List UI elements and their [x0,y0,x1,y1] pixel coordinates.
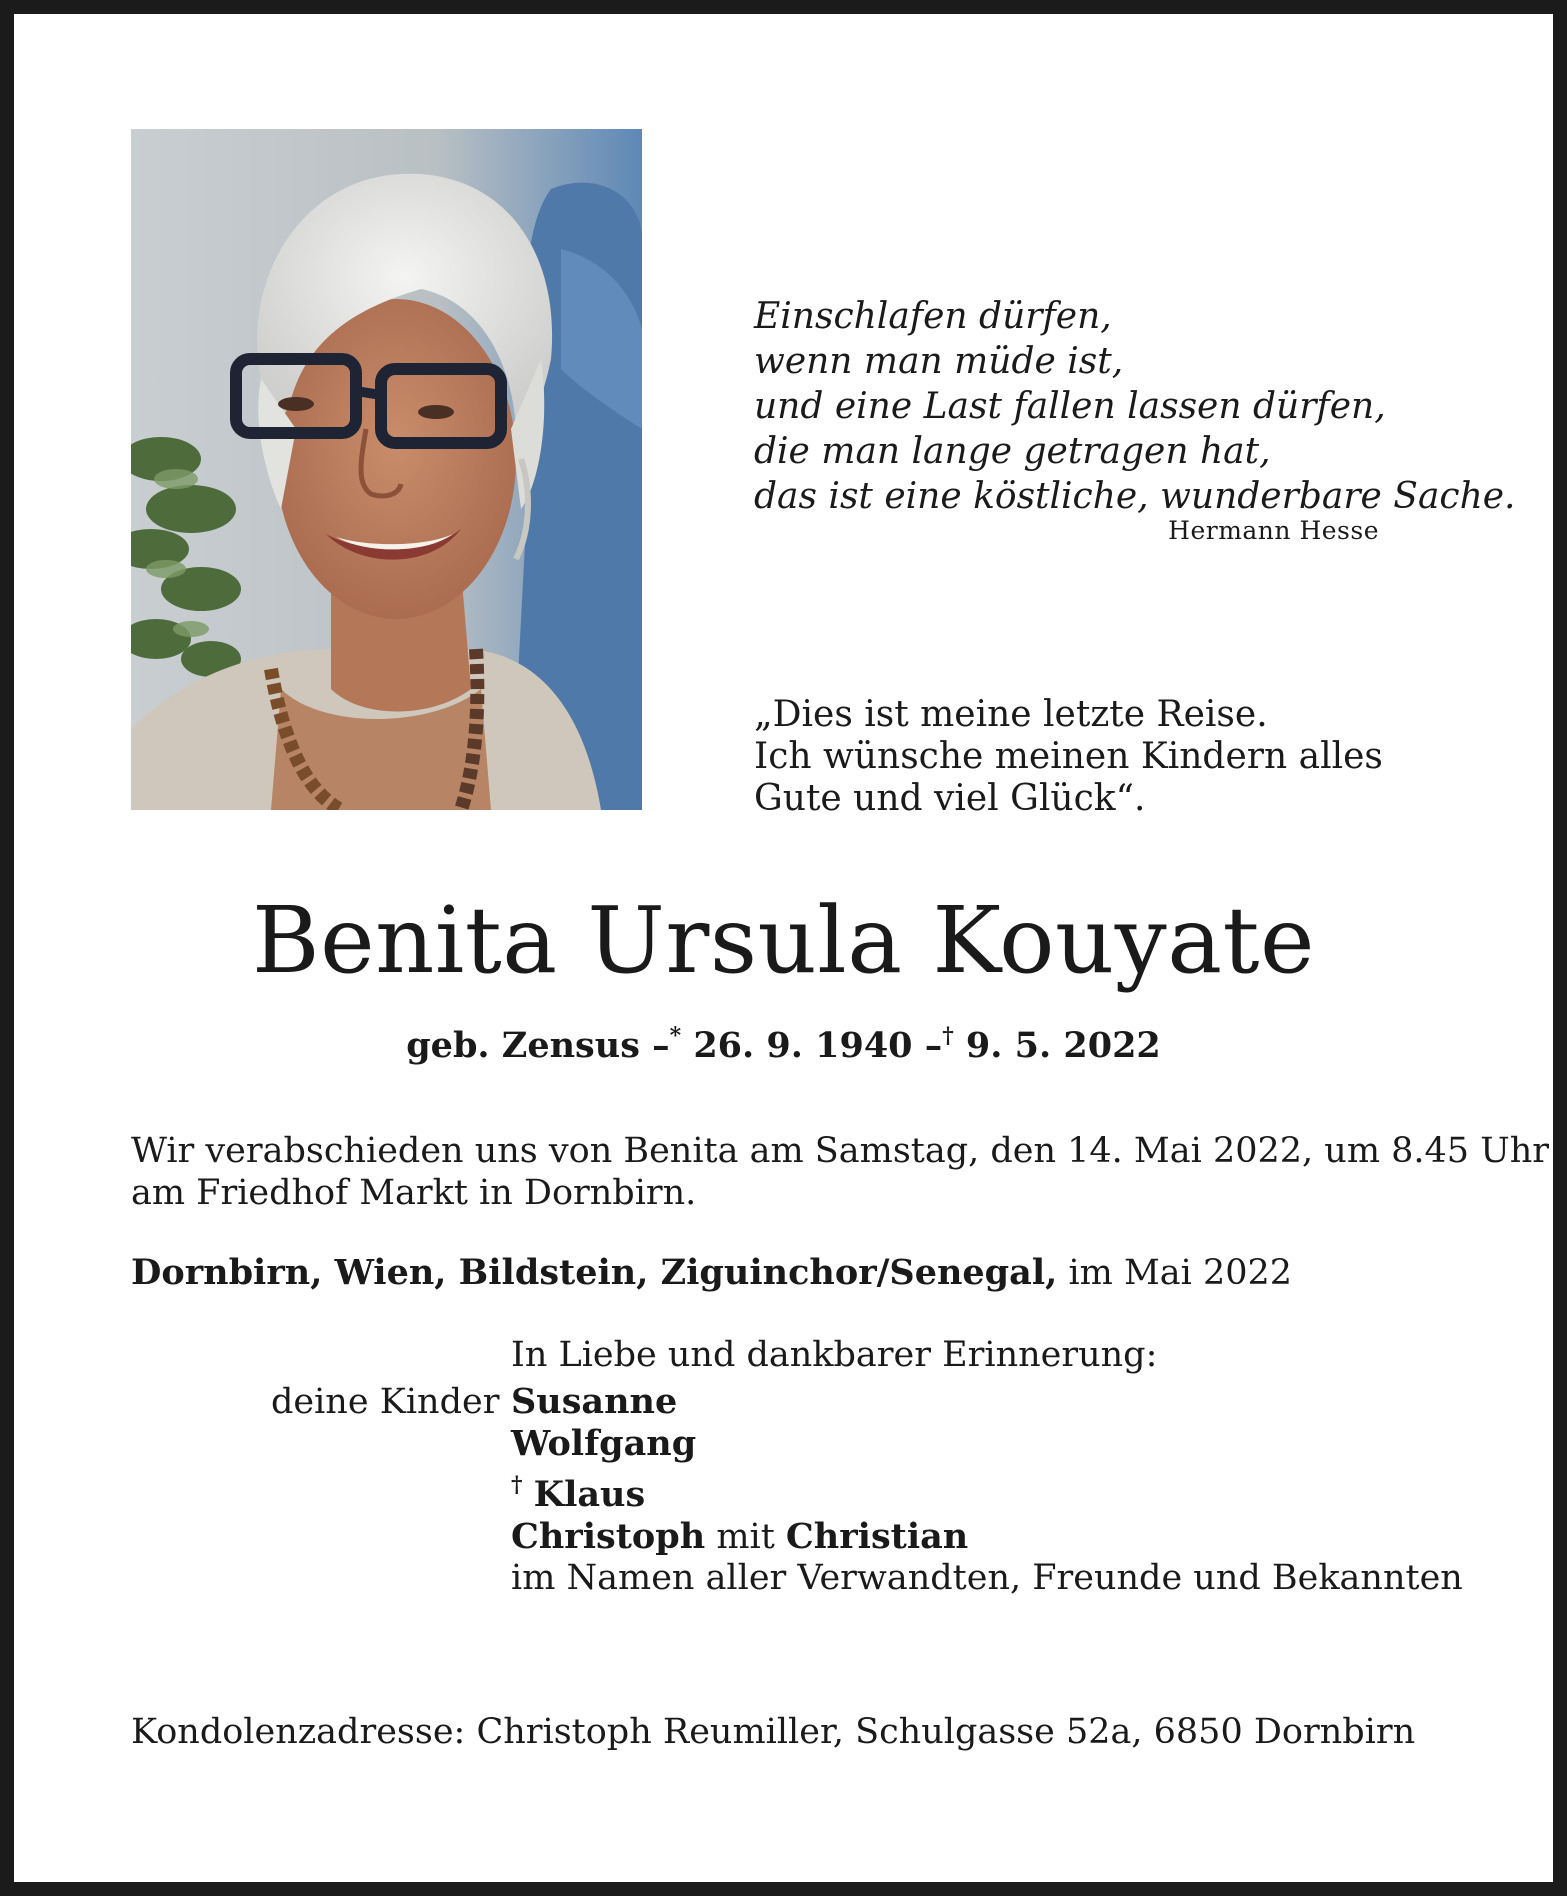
quote [754,694,1514,820]
separator: – [924,1025,943,1066]
birth-star-icon: * [669,1023,682,1049]
death-date: 9. 5. 2022 [965,1025,1161,1066]
children-list [511,1381,1463,1599]
places-names: Dornbirn, Wien, Bildstein, Ziguinchor/Senegal, [131,1252,1058,1293]
child-row [511,1423,1463,1465]
child-name: Wolfgang [511,1423,697,1464]
portrait-photo [131,129,642,810]
farewell-line: Wir verabschieden uns von Benita am Samstag, den 14. Mai 2022, um 8.45 Uhr [131,1131,1549,1171]
born-name: geb. Zensus [406,1025,640,1066]
cross-icon: † [511,1472,523,1498]
mourners-intro: In Liebe und dankbarer Erinnerung: [511,1335,1158,1375]
child-row [511,1516,1463,1558]
quote-line: „Dies ist meine letzte Reise. [754,694,1268,735]
birth-date: 26. 9. 1940 [693,1025,913,1066]
poem-line: das ist eine köstliche, wunderbare Sache. [754,476,1516,517]
places-date: im Mai 2022 [1068,1253,1293,1293]
quote-line: Ich wünsche meinen Kindern alles [754,736,1383,777]
death-cross-icon: † [942,1023,954,1049]
child-row [511,1465,1463,1516]
farewell-text [131,1130,1549,1214]
obituary-card [14,14,1553,1882]
child-conjunction: mit [716,1517,775,1557]
child-name: Susanne [511,1381,678,1422]
child-row [511,1381,1463,1423]
places-line [131,1252,1461,1294]
child-name: Klaus [533,1474,646,1515]
poem-line: Einschlafen dürfen, [754,296,1112,337]
poem-line: wenn man müde ist, [754,341,1124,382]
children-label: deine Kinder [271,1382,500,1422]
farewell-line: am Friedhof Markt in Dornbirn. [131,1173,697,1213]
deceased-name: Benita Ursula Kouyate [252,887,1315,994]
condolence-address: Kondolenzadresse: Christoph Reumiller, Schulgasse 52a, 6850 Dornbirn [131,1712,1416,1752]
life-dates [14,1014,1553,1068]
poem-line: die man lange getragen hat, [754,431,1271,472]
separator: – [652,1025,670,1066]
quote-line: Gute und viel Glück“. [754,778,1146,819]
child-name: Christoph [511,1516,706,1557]
poem-line: und eine Last fallen lassen dürfen, [754,386,1386,427]
child-partner: Christian [785,1516,969,1557]
poem [754,294,1516,519]
mourners-closing: im Namen aller Verwandten, Freunde und Bekannten [511,1558,1463,1598]
poem-author: Hermann Hesse [1168,516,1379,545]
